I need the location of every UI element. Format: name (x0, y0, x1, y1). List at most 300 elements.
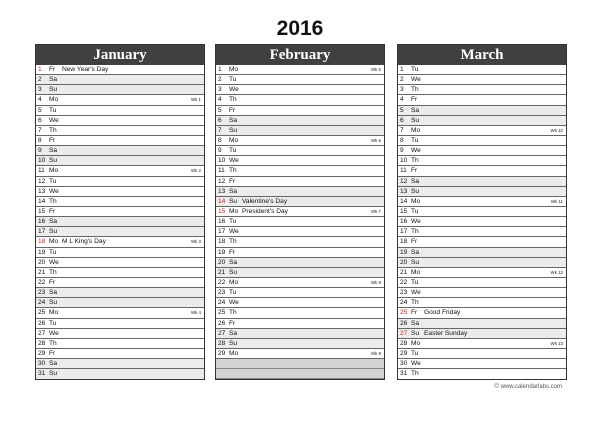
day-row (398, 65, 566, 75)
week-number: Wk 5 (370, 67, 381, 72)
week-number: Wk 7 (370, 208, 381, 214)
day-row (398, 217, 566, 227)
day-number: 21 (38, 268, 46, 276)
day-row (36, 369, 204, 379)
weekday: Th (411, 228, 419, 236)
week-number: Wk 9 (370, 350, 381, 356)
day-number: 16 (218, 218, 226, 226)
weekday: Su (411, 329, 420, 337)
day-row (398, 207, 566, 217)
weekday: Sa (411, 319, 420, 327)
weekday: We (49, 187, 59, 195)
day-number: 12 (400, 177, 408, 185)
footer-credit: © www.calendarlabs.com (494, 384, 562, 390)
weekday: Sa (49, 147, 58, 155)
weekday: Sa (229, 258, 238, 266)
day-row (398, 75, 566, 85)
weekday: We (49, 329, 59, 337)
weekday: Tu (229, 218, 237, 226)
day-row (216, 75, 384, 85)
day-number: 3 (400, 86, 404, 94)
day-number: 7 (218, 126, 222, 134)
weekday: Sa (411, 106, 420, 114)
day-number: 4 (400, 96, 404, 104)
weekday: Su (229, 339, 238, 347)
day-row (216, 349, 384, 359)
weekday: Fr (411, 167, 418, 175)
weekday: Th (49, 197, 57, 205)
weekday: We (229, 299, 239, 307)
day-number: 24 (218, 299, 226, 307)
weekday: Sa (411, 177, 420, 185)
weekday: Fr (229, 248, 236, 256)
day-row (216, 237, 384, 247)
day-row (36, 248, 204, 258)
day-row (398, 116, 566, 126)
day-row (36, 166, 204, 176)
weekday: Mo (229, 207, 239, 215)
day-number: 1 (400, 66, 404, 73)
day-number: 14 (400, 197, 408, 205)
day-row (398, 278, 566, 288)
day-number: 8 (218, 136, 222, 144)
weekday: Su (411, 116, 420, 124)
day-number: 10 (400, 157, 408, 165)
day-number: 25 (218, 309, 226, 317)
weekday: Th (49, 126, 57, 134)
day-number: 24 (38, 299, 46, 307)
day-row (36, 106, 204, 116)
day-number: 28 (400, 339, 408, 347)
weekday: Tu (229, 289, 237, 297)
day-row (398, 308, 566, 318)
weekday: Tu (411, 278, 419, 286)
day-row (216, 248, 384, 258)
day-number: 23 (400, 289, 408, 297)
day-list (216, 65, 384, 379)
day-number: 4 (38, 96, 42, 104)
day-number: 6 (400, 116, 404, 124)
weekday: We (229, 228, 239, 236)
day-row (216, 298, 384, 308)
day-row (216, 278, 384, 288)
weekday: Th (411, 157, 419, 165)
day-row (216, 359, 384, 369)
weekday: Tu (411, 66, 419, 73)
weekday: Mo (49, 238, 59, 246)
weekday: Sa (411, 248, 420, 256)
day-number: 5 (38, 106, 42, 114)
day-number: 10 (38, 157, 46, 165)
weekday: Fr (411, 309, 418, 317)
holiday-label: Valentine's Day (242, 197, 288, 205)
day-number: 15 (38, 207, 46, 215)
weekday: Sa (229, 116, 238, 124)
day-number: 13 (218, 187, 226, 195)
day-number: 11 (38, 167, 45, 175)
day-row (398, 237, 566, 247)
weekday: Th (229, 309, 237, 317)
day-number: 14 (218, 197, 226, 205)
day-number: 15 (400, 207, 408, 215)
day-row (36, 349, 204, 359)
weekday: Tu (49, 319, 57, 327)
day-number: 17 (400, 228, 408, 236)
day-row (36, 258, 204, 268)
day-row (36, 156, 204, 166)
weekday: Su (229, 197, 238, 205)
day-row (36, 319, 204, 329)
weekday: Mo (411, 339, 421, 347)
day-number: 22 (38, 278, 46, 286)
weekday: Sa (229, 187, 238, 195)
day-row (36, 329, 204, 339)
day-row (216, 156, 384, 166)
day-row (398, 156, 566, 166)
day-row (36, 146, 204, 156)
weekday: Su (49, 299, 58, 307)
day-row (398, 126, 566, 136)
day-number: 26 (400, 319, 408, 327)
day-row (398, 106, 566, 116)
day-row (216, 268, 384, 278)
day-row (216, 369, 384, 379)
day-row (36, 95, 204, 105)
day-row (398, 85, 566, 95)
day-row (398, 95, 566, 105)
day-number: 21 (400, 268, 408, 276)
day-row (216, 207, 384, 217)
weekday: Sa (49, 289, 58, 297)
day-number: 8 (400, 136, 404, 144)
day-row (36, 298, 204, 308)
day-row (216, 126, 384, 136)
day-row (216, 146, 384, 156)
day-number: 25 (38, 309, 46, 317)
day-row (36, 237, 204, 247)
week-number: Wk 1 (190, 97, 201, 103)
day-number: 22 (400, 278, 408, 286)
weekday: Mo (411, 197, 421, 205)
weekday: Su (411, 258, 420, 266)
day-number: 23 (218, 289, 226, 297)
day-row (398, 166, 566, 176)
day-row (36, 177, 204, 187)
day-number: 30 (400, 360, 408, 368)
day-row (216, 288, 384, 298)
day-row (36, 278, 204, 288)
weekday: We (49, 258, 59, 266)
day-number: 4 (218, 96, 222, 104)
day-row (36, 136, 204, 146)
day-number: 29 (38, 349, 46, 357)
day-row (398, 319, 566, 329)
weekday: Fr (411, 238, 418, 246)
weekday: Su (229, 126, 238, 134)
day-list (398, 65, 566, 379)
day-number: 15 (218, 207, 226, 215)
weekday: Su (411, 187, 420, 195)
day-row (398, 298, 566, 308)
weekday: Fr (49, 349, 56, 357)
weekday: Su (229, 268, 238, 276)
week-number: Wk 11 (550, 198, 563, 204)
day-row (398, 136, 566, 146)
weekday: We (49, 116, 59, 124)
day-row (398, 349, 566, 359)
weekday: We (229, 157, 239, 165)
weekday: We (411, 147, 421, 155)
week-number: Wk 8 (370, 279, 381, 285)
day-number: 28 (218, 339, 226, 347)
day-number: 28 (38, 339, 46, 347)
day-row (36, 85, 204, 95)
day-number: 26 (218, 319, 226, 327)
day-row (216, 308, 384, 318)
weekday: Mo (49, 309, 59, 317)
day-number: 21 (218, 268, 226, 276)
day-row (398, 177, 566, 187)
day-row (216, 197, 384, 207)
day-number: 9 (218, 147, 222, 155)
holiday-label: New Year's Day (62, 66, 109, 73)
weekday: Mo (229, 136, 239, 144)
month-header: March (398, 45, 566, 65)
month-header: February (216, 45, 384, 65)
month-february (215, 44, 385, 380)
day-row (216, 106, 384, 116)
day-number: 26 (38, 319, 46, 327)
day-number: 3 (218, 86, 222, 94)
day-number: 16 (38, 218, 46, 226)
day-row (36, 187, 204, 197)
weekday: Mo (411, 268, 421, 276)
day-row (398, 339, 566, 349)
weekday: Tu (229, 76, 237, 84)
day-row (216, 166, 384, 176)
day-row (36, 217, 204, 227)
day-row (398, 227, 566, 237)
day-number: 18 (400, 238, 408, 246)
day-number: 2 (38, 76, 42, 84)
day-row (36, 126, 204, 136)
weekday: Th (411, 370, 419, 378)
weekday: Th (229, 96, 237, 104)
weekday: Fr (229, 106, 236, 114)
weekday: Sa (229, 329, 238, 337)
weekday: Tu (411, 207, 419, 215)
day-number: 24 (400, 299, 408, 307)
weekday: Mo (49, 96, 59, 104)
day-number: 25 (400, 309, 408, 317)
day-number: 27 (218, 329, 226, 337)
weekday: Th (411, 299, 419, 307)
day-row (216, 85, 384, 95)
day-number: 9 (38, 147, 42, 155)
day-row (398, 329, 566, 339)
year-title: 2016 (276, 17, 324, 40)
day-row (398, 146, 566, 156)
day-number: 17 (218, 228, 226, 236)
day-number: 31 (38, 370, 46, 378)
weekday: Fr (49, 278, 56, 286)
day-row (398, 268, 566, 278)
day-row (398, 359, 566, 369)
day-row (216, 227, 384, 237)
weekday: Th (229, 167, 237, 175)
week-number: Wk 12 (550, 269, 563, 275)
day-row (36, 268, 204, 278)
day-number: 1 (38, 66, 42, 73)
weekday: Mo (229, 349, 239, 357)
weekday: We (411, 218, 421, 226)
day-row (216, 187, 384, 197)
weekday: Th (49, 339, 57, 347)
weekday: We (411, 360, 421, 368)
weekday: Fr (49, 136, 56, 144)
day-number: 27 (400, 329, 408, 337)
day-number: 5 (218, 106, 222, 114)
day-row (36, 288, 204, 298)
weekday: Mo (49, 167, 59, 175)
day-number: 19 (218, 248, 226, 256)
day-row (216, 319, 384, 329)
day-row (36, 116, 204, 126)
weekday: Th (49, 268, 57, 276)
day-number: 27 (38, 329, 46, 337)
day-row (216, 329, 384, 339)
weekday: Su (49, 370, 58, 378)
weekday: Sa (49, 360, 58, 368)
weekday: Th (229, 238, 237, 246)
weekday: Tu (411, 136, 419, 144)
day-number: 20 (400, 258, 408, 266)
day-row (398, 258, 566, 268)
day-number: 11 (218, 167, 225, 175)
week-number: Wk 13 (550, 340, 563, 346)
weekday: Th (411, 86, 419, 94)
day-list (36, 65, 204, 379)
day-row (36, 359, 204, 369)
weekday: Su (49, 157, 58, 165)
day-row (398, 248, 566, 258)
weekday: Fr (49, 207, 56, 215)
month-march (397, 44, 567, 380)
day-row (216, 217, 384, 227)
day-row (398, 369, 566, 379)
holiday-label: President's Day (242, 207, 288, 215)
weekday: Su (49, 228, 58, 236)
day-number: 6 (38, 116, 42, 124)
holiday-label: Good Friday (424, 309, 461, 317)
weekday: Fr (49, 66, 56, 73)
weekday: Mo (411, 126, 421, 134)
day-number: 10 (218, 157, 226, 165)
weekday: Fr (229, 177, 236, 185)
day-number: 16 (400, 218, 408, 226)
day-row (398, 197, 566, 207)
weekday: Tu (49, 177, 57, 185)
day-number: 19 (400, 248, 408, 256)
week-number: Wk 10 (550, 127, 563, 133)
day-row (36, 207, 204, 217)
day-number: 29 (400, 349, 408, 357)
weekday: Tu (49, 248, 57, 256)
day-row (398, 288, 566, 298)
day-row (36, 227, 204, 237)
weekday: Fr (229, 319, 236, 327)
day-number: 20 (218, 258, 226, 266)
weekday: We (229, 86, 239, 94)
month-january (35, 44, 205, 380)
day-number: 12 (218, 177, 226, 185)
day-number: 23 (38, 289, 46, 297)
day-row (216, 339, 384, 349)
weekday: We (411, 289, 421, 297)
day-row (36, 308, 204, 318)
day-row (36, 65, 204, 75)
day-row (216, 116, 384, 126)
day-row (36, 75, 204, 85)
weekday: Tu (229, 147, 237, 155)
weekday: Sa (49, 218, 58, 226)
weekday: Tu (411, 349, 419, 357)
weekday: Mo (229, 66, 239, 73)
day-row (216, 258, 384, 268)
day-row (216, 177, 384, 187)
week-number: Wk 6 (370, 137, 381, 143)
day-number: 13 (400, 187, 408, 195)
week-number: Wk 4 (190, 310, 201, 316)
holiday-label: M L King's Day (62, 238, 106, 246)
week-number: Wk 3 (190, 239, 201, 245)
day-number: 11 (400, 167, 407, 175)
day-number: 12 (38, 177, 46, 185)
day-row (398, 187, 566, 197)
day-number: 29 (218, 349, 226, 357)
day-number: 30 (38, 360, 46, 368)
weekday: Fr (411, 96, 418, 104)
day-row (216, 65, 384, 75)
day-number: 7 (400, 126, 404, 134)
day-number: 18 (38, 238, 46, 246)
weekday: Sa (49, 76, 58, 84)
day-number: 19 (38, 248, 46, 256)
day-number: 18 (218, 238, 226, 246)
day-number: 2 (218, 76, 222, 84)
day-row (36, 339, 204, 349)
day-row (216, 95, 384, 105)
day-row (216, 136, 384, 146)
day-number: 14 (38, 197, 46, 205)
day-number: 31 (400, 370, 408, 378)
day-row (36, 197, 204, 207)
day-number: 13 (38, 187, 46, 195)
weekday: We (411, 76, 421, 84)
day-number: 7 (38, 126, 42, 134)
day-number: 8 (38, 136, 42, 144)
month-header: January (36, 45, 204, 65)
day-number: 1 (218, 66, 222, 73)
day-number: 20 (38, 258, 46, 266)
day-number: 17 (38, 228, 46, 236)
day-number: 9 (400, 147, 404, 155)
day-number: 3 (38, 86, 42, 94)
weekday: Mo (229, 278, 239, 286)
weekday: Tu (49, 106, 57, 114)
holiday-label: Easter Sunday (424, 329, 468, 337)
day-number: 2 (400, 76, 404, 84)
